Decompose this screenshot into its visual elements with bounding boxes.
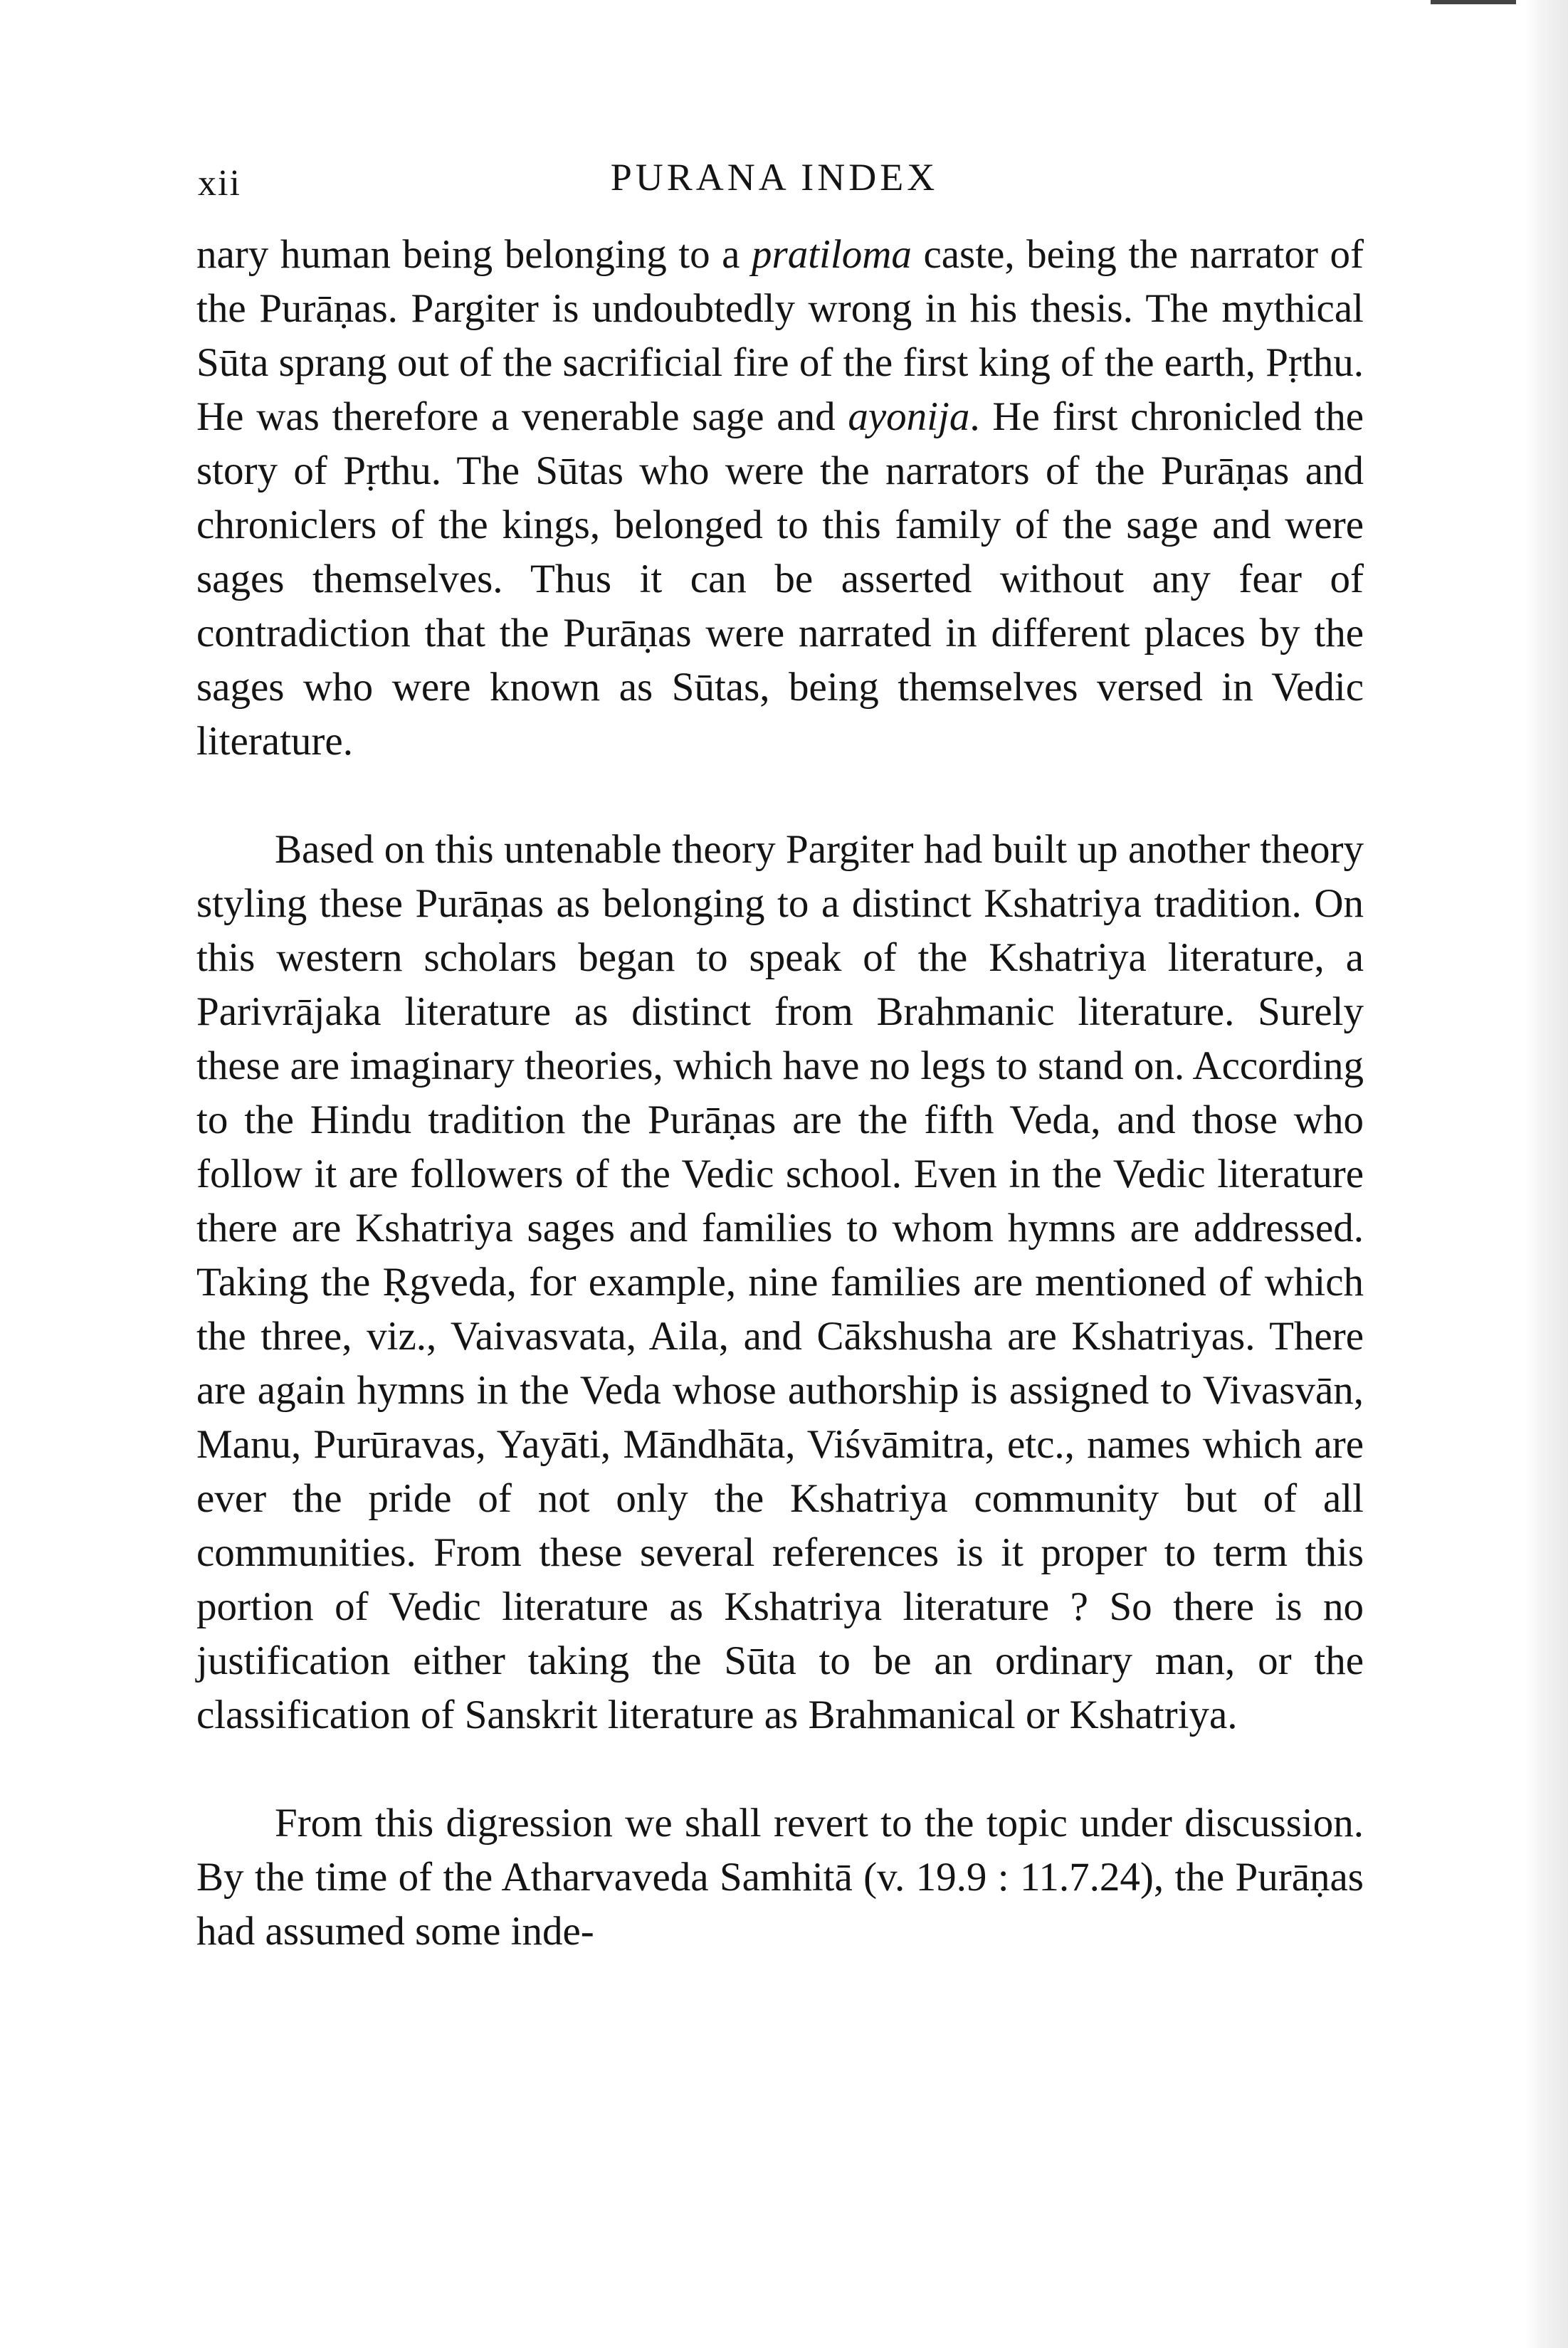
page-number: xii [198,163,241,204]
page-header [198,155,1351,212]
edge-rule [1431,0,1516,4]
running-head: PURANA INDEX [610,156,939,199]
page-edge-shadow [1525,0,1568,2348]
paragraph-continuation [196,228,1364,769]
page-body [196,228,1364,1959]
text-run: . He first chronicled the story of Pṛthu. The Sūtas who were the narrators of the Purāṇas and chroniclers of the kings, belonged to this family of the sage and were sages themselves. Thus it can be asserted without any fear of contradiction that the Purāṇas were narrated in different places by the sages who were known as Sūtas, being themselves versed in Vedic literature. [196,394,1364,764]
paragraph-pargiter-theory: Based on this untenable theory Pargiter had built up another theory styling these Purāṇas as belonging to a distinct Kshatriya tradition. On this western scholars began to speak of the Kshatriya literature, a Parivrājaka literature as distinct from Brahmanic literature. Surely these are imaginary theories, which have no legs to stand on. According to the Hindu tradition the Purāṇas are the fifth Veda, and those who follow it are followers of the Vedic school. Even in the Vedic literature there are Kshatriya sages and families to whom hymns are addressed. Taking the Ṛgveda, for example, nine families are mentioned of which the three, viz., Vaivasvata, Aila, and Cākshusha are Kshatriyas. There are again hymns in the Veda whose authorship is assigned to Vivasvān, Manu, Purūravas, Yayāti, Māndhāta, Viśvāmitra, etc., names which are ever the pride of not only the Kshatriya community but of all communities. From these several references is it proper to term this portion of Vedic literature as Kshatriya literature ? So there is no justification either taking the Sūta to be an ordinary man, or the classification of Sanskrit literature as Brahmanical or Kshatriya. [196,827,1364,1737]
paragraph-digression: From this digression we shall revert to the topic under discussion. By the time of the Atharvaveda Samhitā (v. 19.9 : 11.7.24), the Purāṇas had assumed some inde- [196,1801,1364,1954]
text-run: nary human being belonging to a [196,232,752,277]
term-ayonija: ayonija [848,394,970,439]
term-pratiloma: pratiloma [752,232,912,277]
text-run: caste, being the narrator of the Purāṇas. Pargiter is undoubtedly wrong in his thesis. The mythical Sūta sprang out of the sacrificial fire of the first king of the earth, Pṛthu. He was therefore a venerable sage and [196,232,1364,439]
